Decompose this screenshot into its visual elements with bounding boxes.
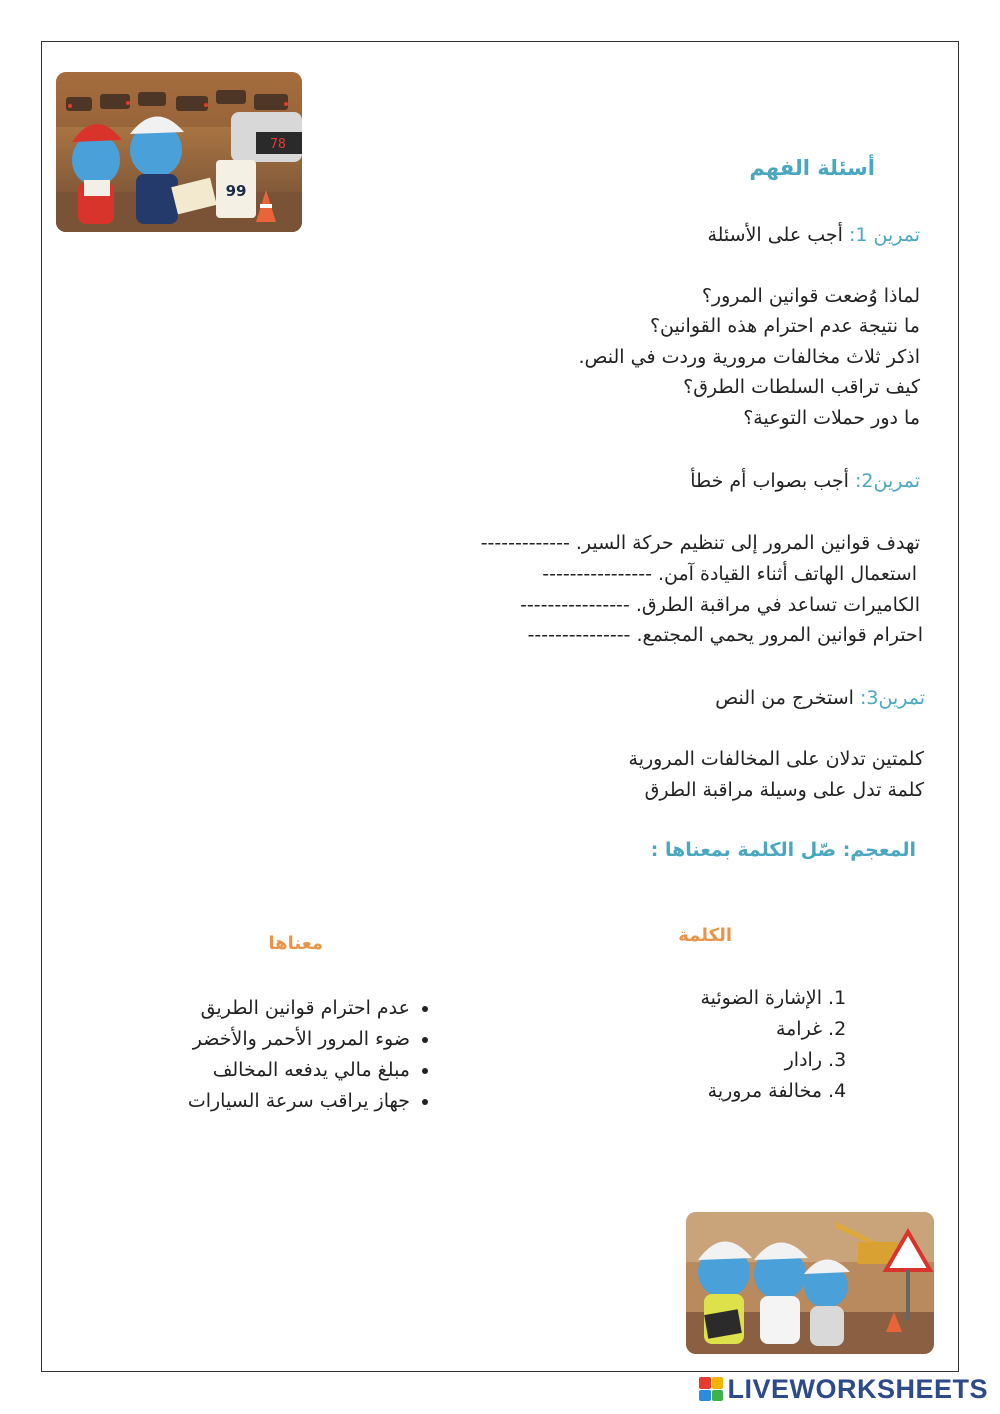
meaning-item: • جهاز يراقب سرعة السيارات (188, 1086, 410, 1117)
exercise3-item: كلمتين تدلان على المخالفات المرورية (628, 748, 924, 770)
exercise3-item: كلمة تدل على وسيلة مراقبة الطرق (644, 779, 924, 801)
word-item: 2. غرامة (700, 1014, 822, 1045)
word-item: 4. مخالفة مرورية (700, 1076, 822, 1107)
exercise1-question: ما نتيجة عدم احترام هذه القوانين؟ (649, 315, 920, 337)
meaning-item: • مبلغ مالي يدفعه المخالف (188, 1055, 410, 1086)
meaning-column-header: معناها (268, 933, 323, 954)
word-item: 1. الإشارة الضوئية (700, 983, 822, 1014)
exercise3-instruction: استخرج من النص (715, 687, 854, 709)
exercise3-label: تمرين3: (859, 687, 925, 709)
exercise3-heading (715, 683, 925, 713)
page-title: أسئلة الفهم (749, 156, 875, 180)
exercise2-statement: الكاميرات تساعد في مراقبة الطرق. ---------------- (520, 594, 920, 616)
dictionary-instruction: صّل الكلمة بمعناها : (650, 839, 837, 861)
exercise1-instruction: أجب على الأسئلة (707, 224, 843, 246)
word-item: 3. رادار (700, 1045, 822, 1076)
exercise1-label: تمرين 1: (848, 224, 920, 246)
liveworksheets-brand-text: LIVEWORKSHEETS (727, 1373, 988, 1404)
exercise2-label: تمرين2: (854, 470, 920, 492)
speed-display-text: 78 (270, 137, 286, 152)
smurfs-construction-image (686, 1212, 934, 1354)
smurfs-construction-illustration (686, 1212, 934, 1354)
exercise1-question: اذكر ثلاث مخالفات مرورية وردت في النص. (578, 346, 920, 368)
word-column-header: الكلمة (678, 925, 732, 946)
exercise2-instruction: أجب بصواب أم خطأ (690, 470, 849, 492)
exercise2-statement: تهدف قوانين المرور إلى تنظيم حركة السير. ------------- (480, 532, 920, 554)
dictionary-label: المعجم: (842, 839, 916, 861)
meaning-list (188, 993, 440, 1117)
exercise1-question: لماذا وُضعت قوانين المرور؟ (701, 285, 920, 307)
exercise2-heading (690, 466, 920, 496)
smurfs-traffic-image (56, 72, 302, 232)
exercise2-statement: استعمال الهاتف أثناء القيادة آمن. ---------------- (542, 563, 917, 585)
exercise1-question: كيف تراقب السلطات الطرق؟ (683, 376, 920, 398)
exercise1-question: ما دور حملات التوعية؟ (743, 407, 920, 429)
price-tag-text: 99 (225, 182, 247, 200)
smurfs-traffic-illustration (56, 72, 302, 232)
meaning-item: • ضوء المرور الأحمر والأخضر (188, 1024, 410, 1055)
dictionary-heading (651, 839, 916, 861)
word-list (700, 983, 852, 1107)
meaning-item: • عدم احترام قوانين الطريق (188, 993, 410, 1024)
liveworksheets-logo-icon (699, 1377, 723, 1401)
exercise1-heading (707, 220, 920, 250)
liveworksheets-logo (699, 1374, 988, 1404)
exercise2-statement: احترام قوانين المرور يحمي المجتمع. --------------- (527, 624, 923, 646)
